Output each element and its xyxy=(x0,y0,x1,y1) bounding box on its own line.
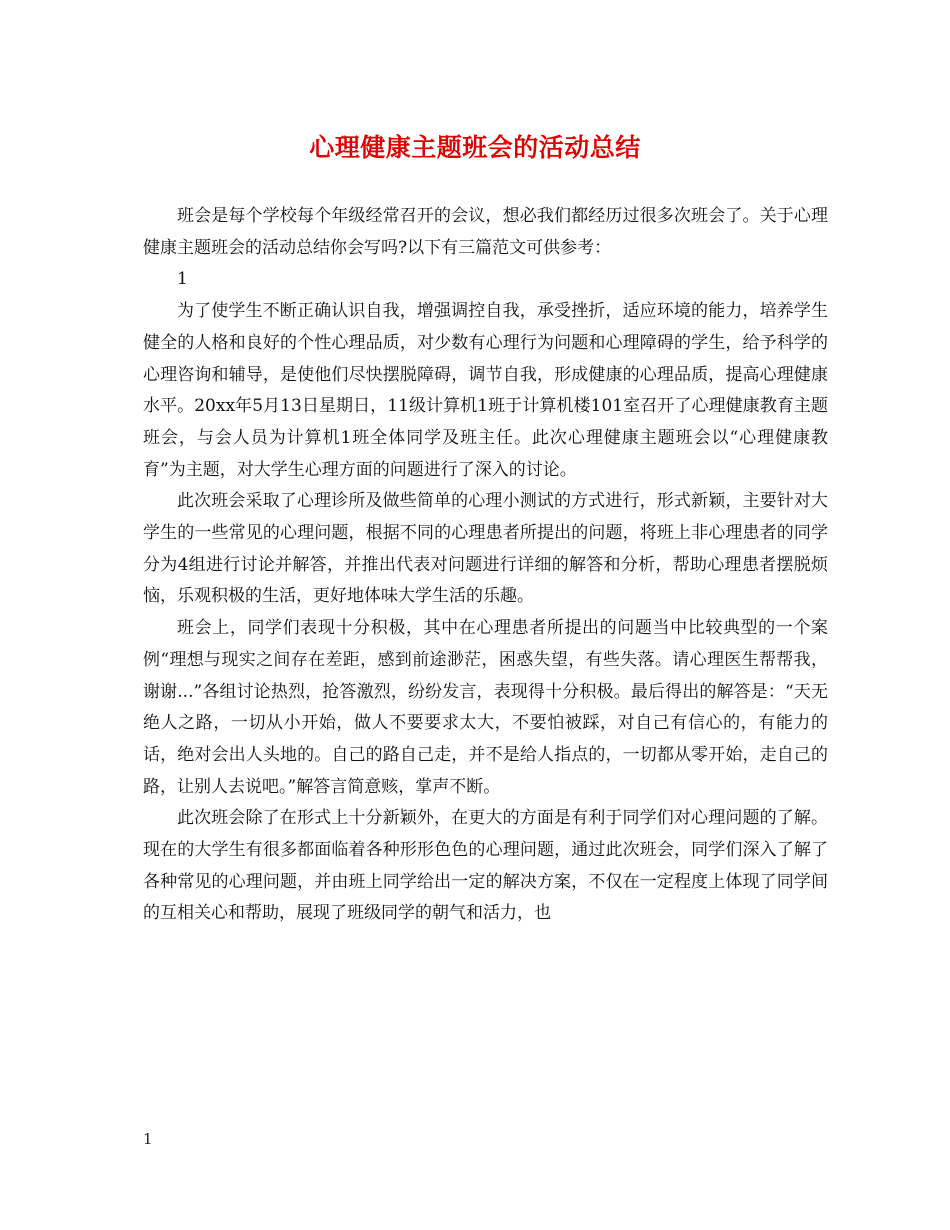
paragraph-4: 此次班会除了在形式上十分新颖外，在更大的方面是有利于同学们对心理问题的了解。现在的大学生有很多都面临着各种形形色色的心理问题，通过此次班会，同学们深入了解了各种常见的心理问题，并由班上同学给出一定的解决方案，不仅在一定程度上体现了同学间的互相关心和帮助，展现了班级同学的朝气和活力，也 xyxy=(143,808,828,924)
paragraph-1: 为了使学生不断正确认识自我，增强调控自我，承受挫折，适应环境的能力，培养学生健全的人格和良好的个性心理品质，对少数有心理行为问题和心理障碍的学生，给予科学的心理咨询和辅导，是使他们尽快摆脱障碍，调节自我，形成健康的心理品质，提高心理健康水平。20xx年5月13日星期日，11级计算机1班于计算机楼101室召开了心理健康教育主题班会，与会人员为计算机1班全体同学及班主任。此次心理健康主题班会以“心理健康教育”为主题，对大学生心理方面的问题进行了深入的讨论。 xyxy=(143,301,828,480)
paragraph-2: 此次班会采取了心理诊所及做些简单的心理小测试的方式进行，形式新颖，主要针对大学生的一些常见的心理问题，根据不同的心理患者所提出的问题，将班上非心理患者的同学分为4组进行讨论并解答，并推出代表对问题进行详细的解答和分析，帮助心理患者摆脱烦恼，乐观积极的生活，更好地体味大学生活的乐趣。 xyxy=(143,491,828,607)
document-body xyxy=(143,201,828,930)
document-title: 心理健康主题班会的活动总结 xyxy=(309,133,641,162)
paragraph-3: 班会上，同学们表现十分积极，其中在心理患者所提出的问题当中比较典型的一个案例“理想与现实之间存在差距，感到前途渺茫，困惑失望，有些失落。请心理医生帮帮我，谢谢...”各组讨论热烈，抢答激烈，纷纷发言，表现得十分积极。最后得出的解答是：“天无绝人之路，一切从小开始，做人不要要求太大，不要怕被踩，对自己有信心的，有能力的话，绝对会出人头地的。自己的路自己走，并不是给人指点的，一切都从零开始，走自己的路，让别人去说吧。”解答言简意赅，掌声不断。 xyxy=(143,618,828,797)
paragraph-intro: 班会是每个学校每个年级经常召开的会议，想必我们都经历过很多次班会了。关于心理健康主题班会的活动总结你会写吗?以下有三篇范文可供参考： xyxy=(143,206,828,258)
section-number: 1 xyxy=(177,269,188,290)
page-number: 1 xyxy=(143,1130,153,1148)
